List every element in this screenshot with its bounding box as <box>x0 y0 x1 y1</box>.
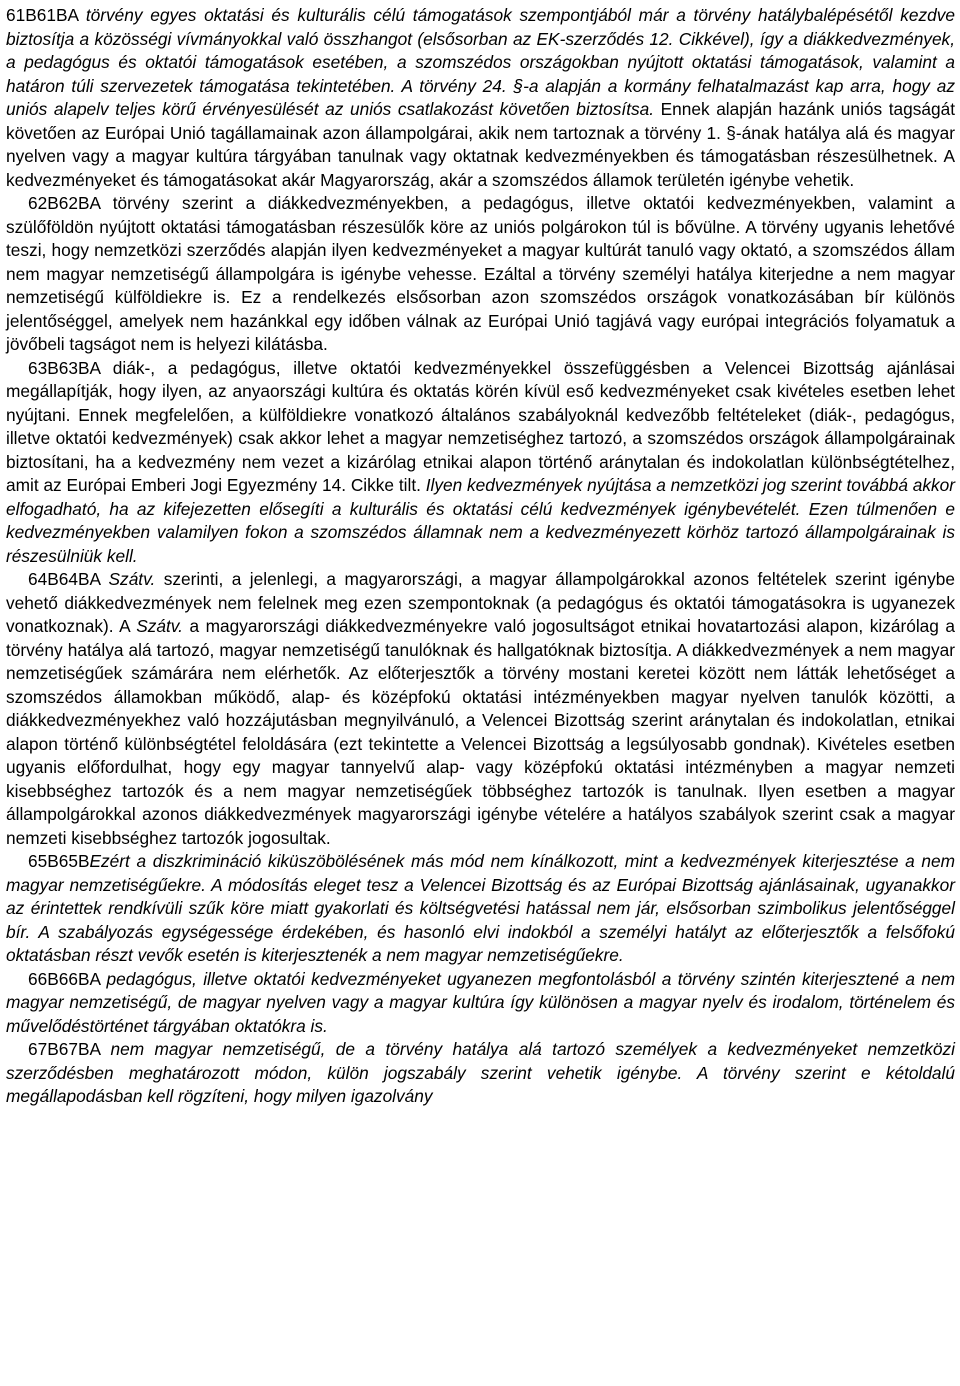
paragraph-66 <box>6 968 955 1039</box>
abbreviation-szatv: Szátv. <box>136 616 183 636</box>
paragraph-text: 62B62BA törvény szerint a diákkedvezményekben, a pedagógus, illetve oktatói kedvezményekben, valamint a szülőföldön nyújtott oktatási támogatásban részesülők köre az uniós polgárokon túl is bővülne. A törvény ugyanis lehetővé teszi, hogy nemzetközi szerződés alapján ilyen kedvezményeket a magyar kultúrát tanuló vagy oktató, a szomszédos állam nem magyar nemzetiségű állampolgára is igénybe vehesse. Ezáltal a törvény személyi hatálya kiterjedne a nem magyar nemzetiségű külföldiekre is. Ez a rendelkezés elsősorban azon szomszédos országok vonatkozásában bír különös jelentőséggel, amelyek nem hazánkkal egy időben válnak az Európai Unió tagjává vagy európai integrációs folyamatuk a jövőbeli tagságot nem is helyezi kilátásba. <box>6 193 955 354</box>
paragraph-text-italic: törvény egyes oktatási és kulturális célú támogatások szempontjából már a törvény hatálybalépésétől kezdve biztosítja a közösségi vívmányokkal való összhangot (elsősorban az EK-szerződés 12. Cikkével), így a diákkedvezmények, a pedagógus és oktatói támogatások esetében, a szomszédos országokban nyújtott oktatási támogatások, valamint a határon túli szervezetek támogatása tekintetében. A törvény 24. §-a alapján a kormány felhatalmazást kap arra, hogy az uniós alapelv teljes körű érvényesülését az uniós csatlakozást követően biztosítsa. <box>6 5 955 119</box>
paragraph-67 <box>6 1038 955 1109</box>
paragraph-number: 65B65B <box>28 851 90 871</box>
paragraph-text-italic: pedagógus, illetve oktatói kedvezményeket ugyanezen megfontolásból a törvény szintén kiterjesztené a nem magyar nemzetiségű, de magyar nyelven vagy a magyar kultúra így különösen a magyar nyelv és irodalom, történelem és művelődéstörténet tárgyában oktatókra is. <box>6 968 955 1036</box>
paragraph-text: szerinti, a jelenlegi, a magyarországi, a magyar állampolgárokkal azonos feltételek szerint igénybe vehető diákkedvezmények nem felelnek meg ezen szempontoknak (a pedagógus és oktatói támogatásokra is ugyanezek vonatkoznak). A <box>6 569 956 636</box>
paragraph-62 <box>6 192 955 357</box>
paragraph-number: 64B64BA <box>28 569 109 589</box>
paragraph-63 <box>6 357 955 569</box>
paragraph-65 <box>6 850 955 968</box>
paragraph-text-italic: Ezért a diszkrimináció kiküszöbölésének más mód nem kínálkozott, mint a kedvezmények kiterjesztése a nem magyar nemzetiségűekre. A módosítás eleget tesz a Velencei Bizottság és az Európai Bizottság ajánlásainak, ugyanakkor az érintettek rendkívüli szűk köre miatt gyakorlati és költségvetési hatással nem jár, elsősorban szimbolikus jelentőséggel bír. A szabályozás egységessége érdekében, és hasonló elvi indokból a személyi hatályt az előterjesztők a felsőfokú oktatásban részt vevők esetén is kiterjesztenék a nem magyar nemzetiségűekre. <box>6 851 955 965</box>
paragraph-number: 66B66BA <box>28 968 107 989</box>
paragraph-text: 63B63BA diák-, a pedagógus, illetve oktatói kedvezményekkel összefüggésben a Velencei Bizottság ajánlásai megállapítják, hogy ilyen, az anyaországi kultúra és oktatás körén kívül eső kedvezményeket csak kivételes esetben lehet nyújtani. Ennek megfelelően, a külföldiekre vonatkozó általános szabályoknál kedvezőbb feltételeket (diák-, pedagógus, illetve oktatói kedvezmények) csak akkor lehet a magyar nemzetiséghez tartozó, a szomszédos országok állampolgárainak biztosítani, ha a kedvezmény nem vezet a kizárólag etnikai alapon történő aránytalan és indokolatlan különbségtételhez, amit az Európai Emberi Jogi Egyezmény 14. Cikke tilt. <box>6 357 955 495</box>
abbreviation-szatv: Szátv. <box>108 569 156 589</box>
paragraph-number: 61B61BA <box>6 5 86 25</box>
paragraph-text-italic: Ilyen kedvezmények nyújtása a nemzetközi jog szerint továbbá akkor elfogadható, ha az kifejezetten elősegíti a kulturális és oktatási célú kedvezmények igénybevételét. Ezen túlmenően e kedvezményekben valamilyen fokon a szomszédos államnak nem a kedvezményezett körhöz tartozó állampolgárainak is részesülniük kell. <box>6 475 955 566</box>
paragraph-number: 67B67BA <box>28 1039 111 1059</box>
paragraph-text-italic: nem magyar nemzetiségű, de a törvény hatálya alá tartozó személyek a kedvezményeket nemzetközi szerződésben meghatározott módon, külön jogszabály szerint vehetik igénybe. A törvény szerint e kétoldalú megállapodásban kell rögzíteni, hogy milyen igazolvány <box>6 1039 955 1106</box>
paragraph-64 <box>6 568 955 850</box>
paragraph-text: Ennek alapján hazánk uniós tagságát követően az Európai Unió tagállamainak azon állampolgárai, akik nem tartoznak a törvény 1. §-ának hatálya alá és magyar nyelven vagy a magyar kultúra tárgyában tanulnak vagy oktatnak kedvezményekben és támogatásban részesülhetnek. A kedvezményeket és támogatásokat akár Magyarország, akár a szomszédos államok területén igénybe vehetik. <box>6 99 955 190</box>
paragraph-text: a magyarországi diákkedvezményekre való jogosultságot etnikai hovatartozási alapon, kizárólag a törvény hatálya alá tartozó, magyar nemzetiségű tanulóknak és hallgatóknak biztosítja. A diákkedvezmények a nem magyar nemzetiségűek számárára nem elérhetők. Az előterjesztők a törvény mostani keretei között nem látták lehetőséget a szomszédos államokban működő, alap- és középfokú oktatási intézményekben magyar nyelven tanulók közötti, a diákkedvezményekhez való hozzájutásban megnyilvánuló, a Velencei Bizottság szerint aránytalan és indokolatlan, etnikai alapon történő különbségtétel feloldására (ezt tekintette a Velencei Bizottság a legsúlyosabb gondnak). Kivételes esetben ugyanis előfordulhat, hogy egy magyar tannyelvű alap- vagy középfokú oktatási intézményben a magyar nemzeti kisebbséghez tartozók és a nem magyar nemzetiségűek többséghez tartozók is tanulnak. Ilyen esetben a magyar állampolgárokkal azonos diákkedvezmények magyarországi igénybe vételére a hatályos szabályok szerint csak a magyar nemzeti kisebbséghez tartozók jogosultak. <box>6 616 955 848</box>
paragraph-61 <box>6 4 955 192</box>
